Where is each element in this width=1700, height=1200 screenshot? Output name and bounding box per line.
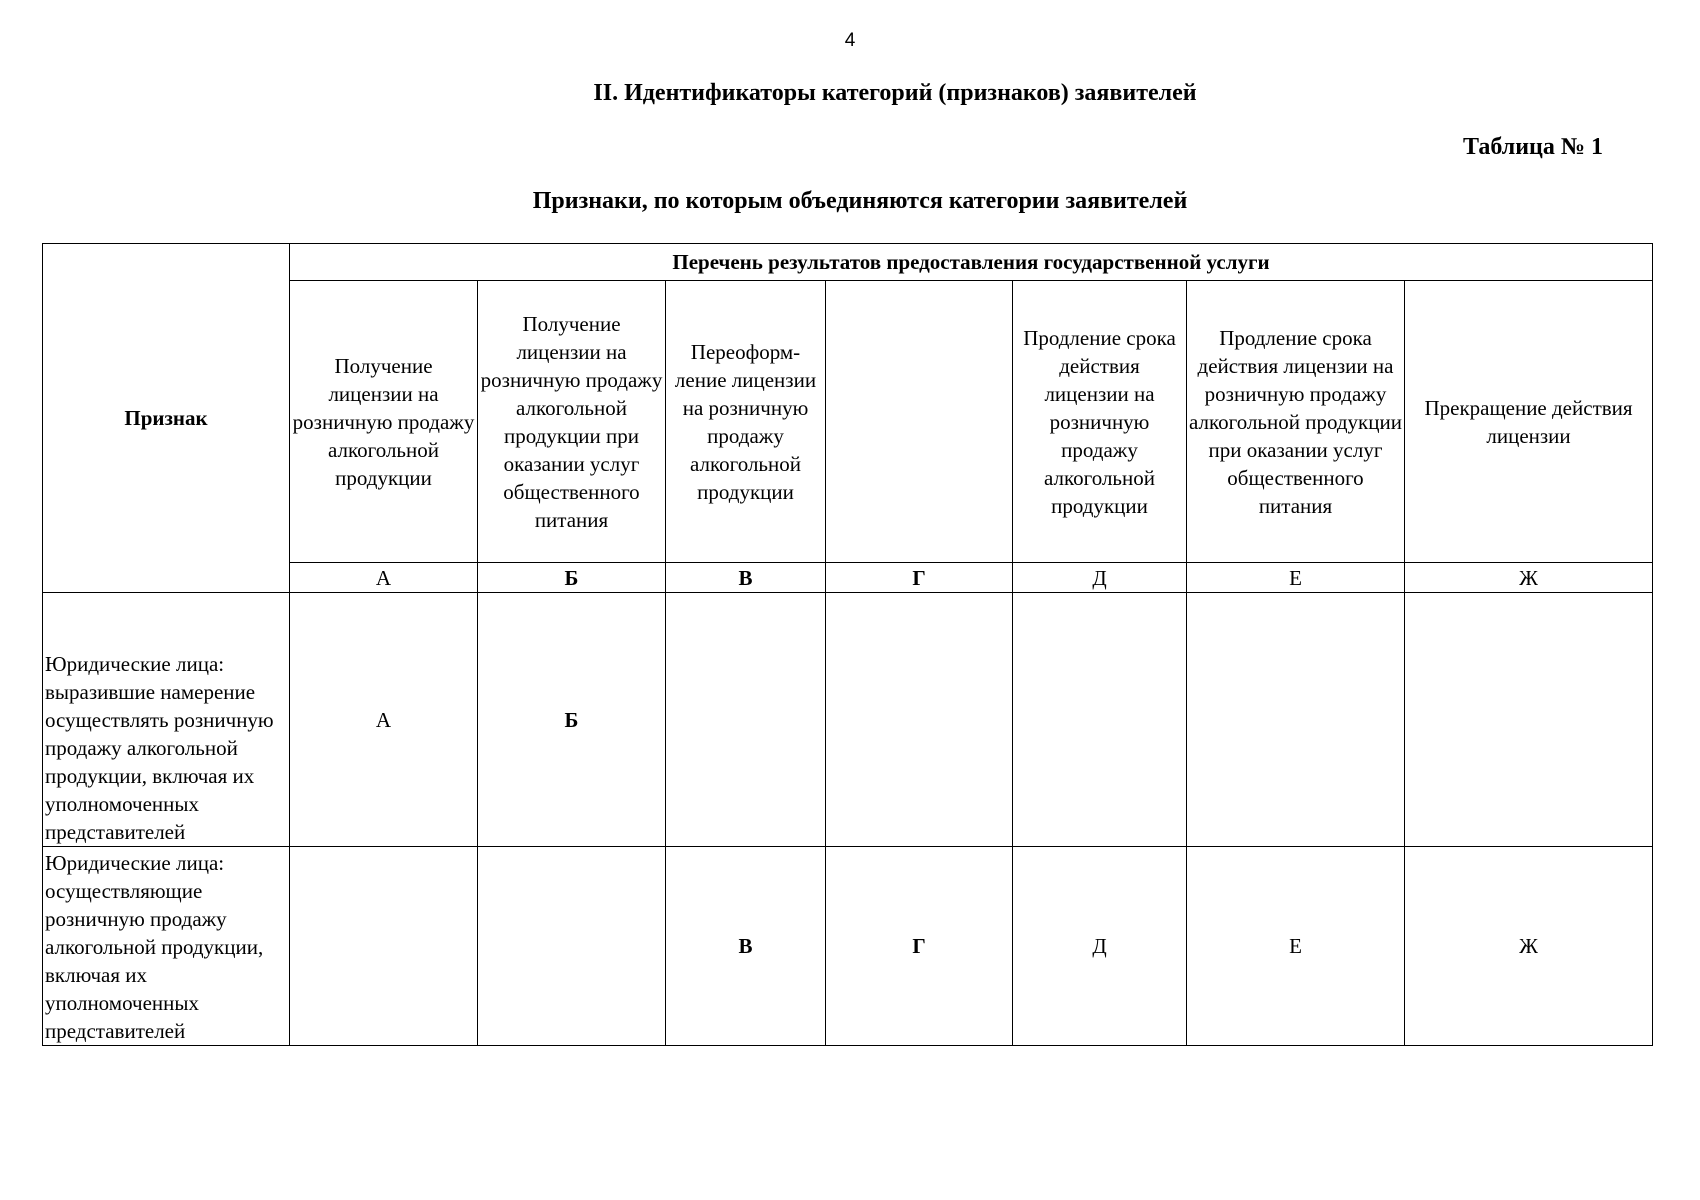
row-label-intending: Юридические лица: выразившие намерение осуществлять розничную продажу алкогольной продукции, включая их уполномоченных представителей bbox=[43, 593, 290, 847]
cell-row1-v bbox=[666, 593, 826, 847]
cell-row2-b bbox=[478, 847, 666, 1046]
cell-row2-a bbox=[290, 847, 478, 1046]
cell-row1-b: Б bbox=[478, 593, 666, 847]
cell-row1-d bbox=[1013, 593, 1187, 847]
column-header-g bbox=[826, 281, 1013, 563]
table-caption: Признаки, по которым объединяются категории заявителей bbox=[532, 188, 1188, 214]
table-number: Таблица № 1 bbox=[1462, 134, 1603, 160]
column-header-b: Получение лицензии на розничную продажу алкогольной продукции при оказании услуг общественного питания bbox=[478, 281, 666, 563]
cell-row1-e bbox=[1187, 593, 1405, 847]
column-code-d: Д bbox=[1013, 563, 1187, 593]
cell-row2-v: В bbox=[666, 847, 826, 1046]
row-label-operating: Юридические лица: осуществляющие розничную продажу алкогольной продукции, включая их уполномоченных представителей bbox=[43, 847, 290, 1046]
group-header: Перечень результатов предоставления государственной услуги bbox=[290, 244, 1653, 281]
cell-row2-zh: Ж bbox=[1405, 847, 1653, 1046]
corner-header: Признак bbox=[43, 244, 290, 593]
table-row bbox=[43, 847, 1653, 1046]
section-title: II. Идентификаторы категорий (признаков) заявителей bbox=[593, 80, 1197, 106]
column-code-a: А bbox=[290, 563, 478, 593]
cell-row1-a: А bbox=[290, 593, 478, 847]
column-header-d: Продление срока действия лицензии на розничную продажу алкогольной продукции bbox=[1013, 281, 1187, 563]
categories-table bbox=[42, 243, 1653, 1046]
column-code-e: Е bbox=[1187, 563, 1405, 593]
cell-row1-zh bbox=[1405, 593, 1653, 847]
column-header-v: Переоформ-ление лицензии на розничную продажу алкогольной продукции bbox=[666, 281, 826, 563]
column-header-a: Получение лицензии на розничную продажу алкогольной продукции bbox=[290, 281, 478, 563]
cell-row1-g bbox=[826, 593, 1013, 847]
column-code-zh: Ж bbox=[1405, 563, 1653, 593]
column-header-zh: Прекращение действия лицензии bbox=[1405, 281, 1653, 563]
table-row bbox=[43, 593, 1653, 847]
page-number: 4 bbox=[844, 30, 856, 51]
column-header-e: Продление срока действия лицензии на розничную продажу алкогольной продукции при оказании услуг общественного питания bbox=[1187, 281, 1405, 563]
cell-row2-g: Г bbox=[826, 847, 1013, 1046]
cell-row2-e: Е bbox=[1187, 847, 1405, 1046]
column-code-g: Г bbox=[826, 563, 1013, 593]
column-code-b: Б bbox=[478, 563, 666, 593]
column-code-v: В bbox=[666, 563, 826, 593]
cell-row2-d: Д bbox=[1013, 847, 1187, 1046]
